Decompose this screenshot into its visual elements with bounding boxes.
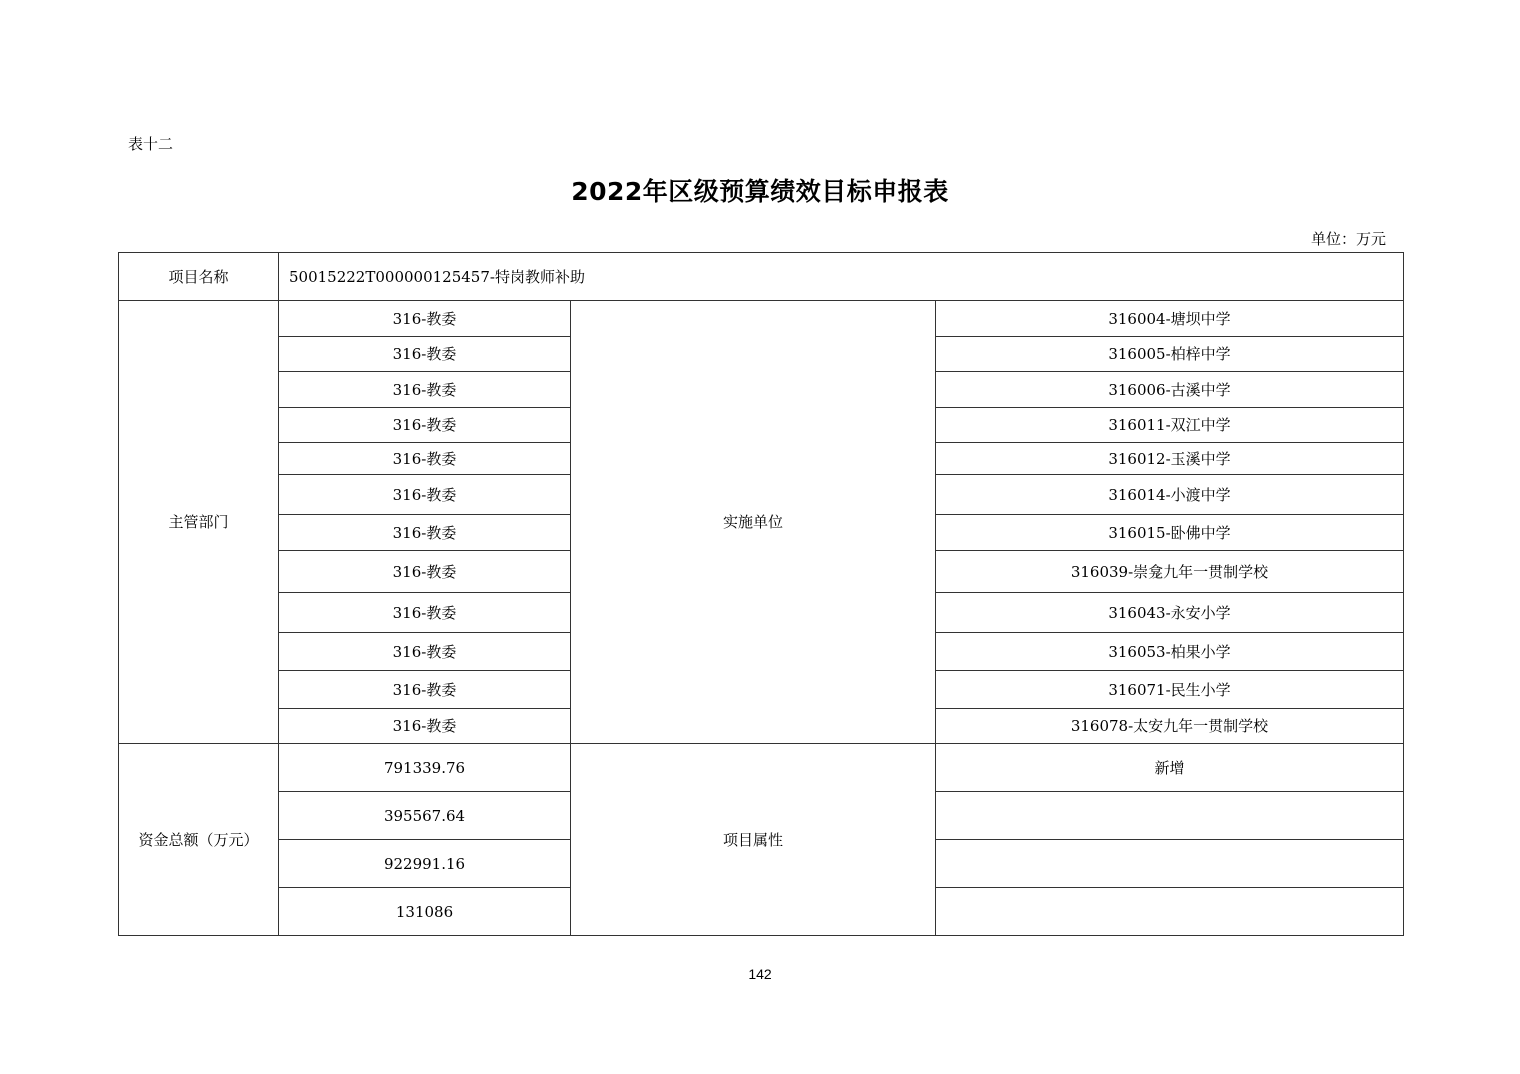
budget-form-table [118,252,1404,936]
dept-label: 主管部门 [119,301,279,744]
impl-unit-cell: 316039-崇龛九年一贯制学校 [936,551,1404,593]
project-attr-cell [936,840,1404,888]
funds-amount-cell: 131086 [279,888,571,936]
dept-cell: 316-教委 [279,709,571,744]
dept-cell: 316-教委 [279,443,571,475]
impl-unit-cell: 316011-双江中学 [936,408,1404,443]
dept-cell: 316-教委 [279,301,571,337]
funds-label: 资金总额（万元） [119,744,279,936]
funds-amount-cell: 395567.64 [279,792,571,840]
impl-unit-cell: 316043-永安小学 [936,593,1404,633]
dept-cell: 316-教委 [279,408,571,443]
project-attr-cell [936,888,1404,936]
unit-label: 单位：万元 [1311,230,1387,248]
dept-cell: 316-教委 [279,475,571,515]
dept-cell: 316-教委 [279,633,571,671]
impl-unit-cell: 316004-塘坝中学 [936,301,1404,337]
dept-cell: 316-教委 [279,372,571,408]
page-title: 2022年区级预算绩效目标申报表 [571,177,949,206]
project-name-label: 项目名称 [119,253,279,301]
funds-amount-cell: 791339.76 [279,744,571,792]
impl-unit-cell: 316071-民生小学 [936,671,1404,709]
impl-unit-cell: 316005-柏梓中学 [936,337,1404,372]
project-attr-cell: 新增 [936,744,1404,792]
project-attr-cell [936,792,1404,840]
impl-unit-label: 实施单位 [571,301,936,744]
page-number: 142 [748,966,772,982]
dept-cell: 316-教委 [279,337,571,372]
impl-unit-cell: 316014-小渡中学 [936,475,1404,515]
dept-cell: 316-教委 [279,671,571,709]
impl-unit-cell: 316015-卧佛中学 [936,515,1404,551]
funds-row [119,744,1404,792]
funds-amount-cell: 922991.16 [279,840,571,888]
dept-cell: 316-教委 [279,515,571,551]
dept-cell: 316-教委 [279,551,571,593]
impl-unit-cell: 316053-柏果小学 [936,633,1404,671]
project-attr-label: 项目属性 [571,744,936,936]
impl-unit-cell: 316078-太安九年一贯制学校 [936,709,1404,744]
dept-row [119,301,1404,337]
dept-cell: 316-教委 [279,593,571,633]
table-number: 表十二 [128,135,174,153]
project-row [119,253,1404,301]
impl-unit-cell: 316012-玉溪中学 [936,443,1404,475]
project-name-value: 50015222T000000125457-特岗教师补助 [279,253,1404,301]
impl-unit-cell: 316006-古溪中学 [936,372,1404,408]
